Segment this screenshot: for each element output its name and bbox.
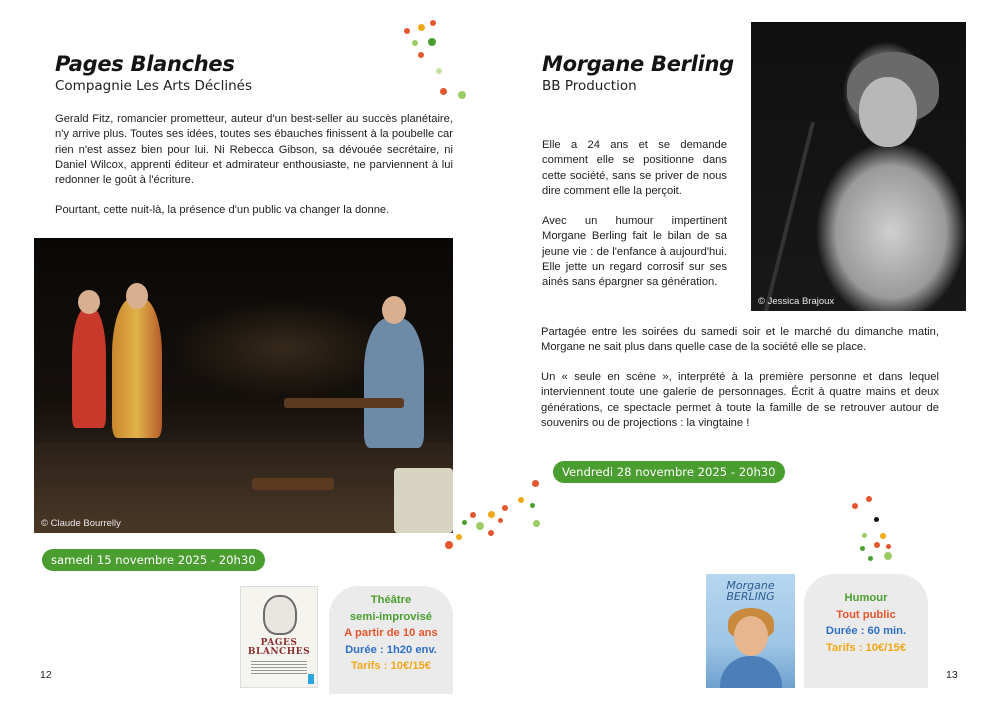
right-page-paragraph-2: Avec un humour impertinent Morgane Berling fait le bilan de sa jeune vie : de l'enfance à aujourd'hui. Elle jette un regard corrosif sur ses ainés sans épargner sa génération. xyxy=(542,215,727,289)
left-page-title: Pages Blanches xyxy=(55,52,235,76)
stage-photo xyxy=(34,238,453,533)
poster-title-line1: PAGES xyxy=(260,638,298,648)
stage-photo-credit: © Claude Bourrelly xyxy=(41,518,121,529)
info-duration: Durée : 1h20 env. xyxy=(345,643,437,656)
pages-blanches-poster xyxy=(240,586,318,688)
left-page-company: Compagnie Les Arts Déclinés xyxy=(55,78,252,94)
right-page-title: Morgane Berling xyxy=(542,52,734,76)
poster-title-line2: BLANCHES xyxy=(247,647,311,657)
morgane-photo-credit: © Jessica Brajoux xyxy=(758,296,835,307)
right-page-paragraph-1: Elle a 24 ans et se demande comment elle se positionne dans cette société, sans se priver de nous dire comment elle la perçoit. xyxy=(542,139,727,197)
right-date-badge: Vendredi 28 novembre 2025 - 20h30 xyxy=(553,461,785,483)
right-page-company: BB Production xyxy=(542,78,637,94)
morgane-photo xyxy=(751,22,966,311)
info-price: Tarifs : 10€/15€ xyxy=(350,660,432,673)
right-page-paragraph-4: Un « seule en scène », interprété à la première personne et dans lequel interviennent toute une galerie de personnages. Écrit à quatre mains et deux générations, ce spectacle permet à toute la famille de se retrouver autour de souvenirs ou de projections : la vingtaine ! xyxy=(541,371,939,429)
portrait-illustration-icon xyxy=(263,595,297,635)
info-duration: Durée : 60 min. xyxy=(825,625,907,638)
info-price: Tarifs : 10€/15€ xyxy=(825,641,907,654)
info-audience: Tout public xyxy=(836,608,896,621)
right-info-card xyxy=(804,574,928,688)
left-page-paragraph-2: Pourtant, cette nuit-là, la présence d'un public va changer la donne. xyxy=(55,204,390,216)
info-age: A partir de 10 ans xyxy=(344,627,438,640)
left-info-card xyxy=(329,586,453,694)
poster2-title-line1: Morgane xyxy=(726,579,775,592)
morgane-poster xyxy=(706,574,795,688)
poster2-title-line2: BERLING xyxy=(726,590,775,603)
info-genre-line2: semi-improvisé xyxy=(349,610,433,623)
right-page-paragraph-3: Partagée entre les soirées du samedi soir et le marché du dimanche matin, Morgane ne sait plus dans quelle case de la société elle se place. xyxy=(541,326,939,354)
info-genre-line1: Théâtre xyxy=(370,594,412,606)
info-genre: Humour xyxy=(844,592,888,604)
left-page-paragraph-1: Gerald Fitz, romancier prometteur, auteur d'un best-seller au succès planétaire, n'y arrive plus. Toutes ses idées, toutes ses ébauches finissent à la poubelle car rien n'est assez bien pour lui. Ni Rebecca Gibson, sa dévouée secrétaire, ni Daniel Wilcox, apprenti éditeur et admirateur enthousiaste, ne parviennent à lui redonner le goût à l'écriture. xyxy=(55,113,453,187)
right-page-number: 13 xyxy=(946,669,958,681)
left-page-number: 12 xyxy=(40,669,52,681)
left-date-badge: samedi 15 novembre 2025 - 20h30 xyxy=(42,549,265,571)
